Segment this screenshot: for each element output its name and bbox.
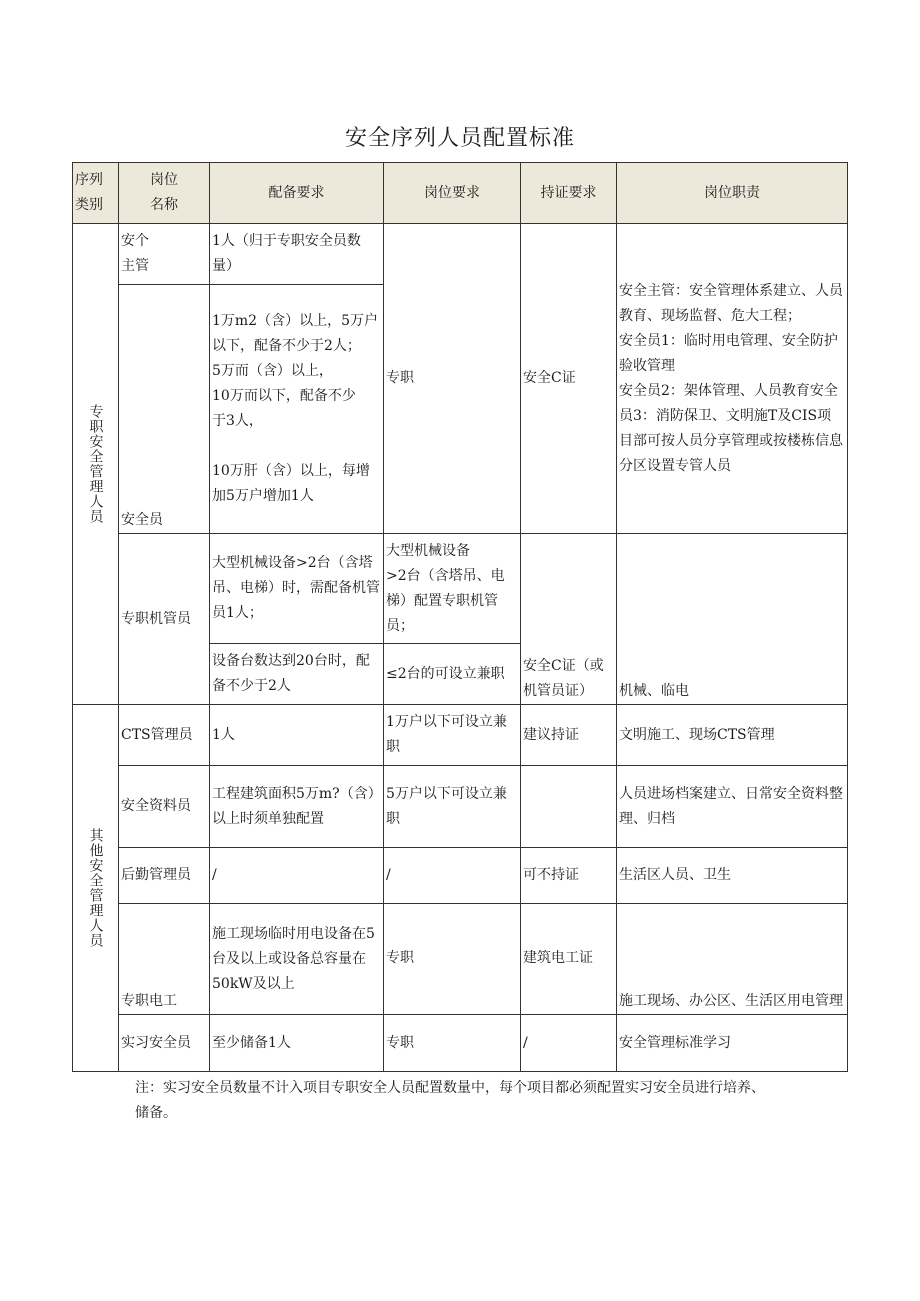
category-label: 专职安全管理人员 [87, 404, 104, 524]
certificate-cell: 安全C证 [521, 224, 617, 534]
category-cell [73, 224, 119, 705]
position-cell: 安全资料员 [119, 766, 210, 848]
staffing-cell: / [210, 848, 384, 904]
post-requirement-cell: 大型机械设备 >2台（含塔吊、电梯）配置专职机管员； [384, 534, 521, 644]
post-requirement-cell: 1万户以下可设立兼职 [384, 705, 521, 766]
table-row [73, 1015, 848, 1072]
footnote: 注：实习安全员数量不计入项目专职安全人员配置数量中，每个项目都必须配置实习安全员进行培养、 储备。 [135, 1080, 765, 1121]
post-requirement-cell: 专职 [384, 1015, 521, 1072]
certificate-cell: 安全C证（或机管员证） [521, 534, 617, 705]
post-requirement-cell: 5万户以下可设立兼职 [384, 766, 521, 848]
category-label: 其他安全管理人员 [87, 828, 104, 948]
staffing-cell: 工程建筑面积5万m?（含）以上时须单独配置 [210, 766, 384, 848]
category-cell [73, 705, 119, 1072]
position-cell: 实习安全员 [119, 1015, 210, 1072]
header-position: 岗位 名称 [119, 163, 210, 224]
duties-cell: 生活区人员、卫生 [617, 848, 848, 904]
position-cell: 安个 主管 [119, 224, 210, 285]
position-cell: 专职电工 [119, 904, 210, 1015]
certificate-cell: 建筑电工证 [521, 904, 617, 1015]
staffing-cell: 大型机械设备>2台（含塔吊、电梯）时，需配备机管员1人； [210, 534, 384, 644]
position-cell: 专职机管员 [119, 534, 210, 705]
header-certificate: 持证要求 [521, 163, 617, 224]
staffing-standard-table [72, 162, 848, 1072]
certificate-cell [521, 766, 617, 848]
header-post-requirement: 岗位要求 [384, 163, 521, 224]
staffing-cell: 至少储备1人 [210, 1015, 384, 1072]
staffing-cell: 1人（归于专职安全员数量） [210, 224, 384, 285]
header-duties: 岗位职责 [617, 163, 848, 224]
table-row [73, 705, 848, 766]
table-row [73, 534, 848, 644]
post-requirement-cell: 专职 [384, 224, 521, 534]
header-category: 序列 类别 [73, 163, 119, 224]
post-requirement-cell: / [384, 848, 521, 904]
staffing-cell: 设备台数达到20台时，配备不少于2人 [210, 644, 384, 705]
duties-cell: 人员进场档案建立、日常安全资料整理、归档 [617, 766, 848, 848]
staffing-cell: 1万m2（含）以上，5万户以下，配备不少于2人； 5万而（含）以上， 10万而以下，配备不少 于3人， 10万肝（含）以上，每增加5万户增加1人 [210, 285, 384, 534]
position-cell: CTS管理员 [119, 705, 210, 766]
staffing-cell: 1人 [210, 705, 384, 766]
table-row [73, 224, 848, 285]
table-row [73, 848, 848, 904]
duties-cell: 安全管理标准学习 [617, 1015, 848, 1072]
header-staffing: 配备要求 [210, 163, 384, 224]
post-requirement-cell: ≤2台的可设立兼职 [384, 644, 521, 705]
duties-cell: 文明施工、现场CTS管理 [617, 705, 848, 766]
duties-cell: 施工现场、办公区、生活区用电管理 [617, 904, 848, 1015]
position-cell: 安全员 [119, 285, 210, 534]
table-header-row [73, 163, 848, 224]
post-requirement-cell: 专职 [384, 904, 521, 1015]
duties-cell: 安全主管：安全管理体系建立、人员教育、现场监督、危大工程； 安全员1：临时用电管理、安全防护验收管理 安全员2：架体管理、人员教育安全员3：消防保卫、文明施T及CIS项目部可按人员分享管理或按楼栋信息分区设置专管人员 [617, 224, 848, 534]
table-row [73, 766, 848, 848]
certificate-cell: / [521, 1015, 617, 1072]
page-title: 安全序列人员配置标准 [344, 126, 575, 151]
table-row [73, 904, 848, 1015]
staffing-cell: 施工现场临时用电设备在5台及以上或设备总容量在50kW及以上 [210, 904, 384, 1015]
certificate-cell: 可不持证 [521, 848, 617, 904]
certificate-cell: 建议持证 [521, 705, 617, 766]
duties-cell: 机械、临电 [617, 534, 848, 705]
position-cell: 后勤管理员 [119, 848, 210, 904]
